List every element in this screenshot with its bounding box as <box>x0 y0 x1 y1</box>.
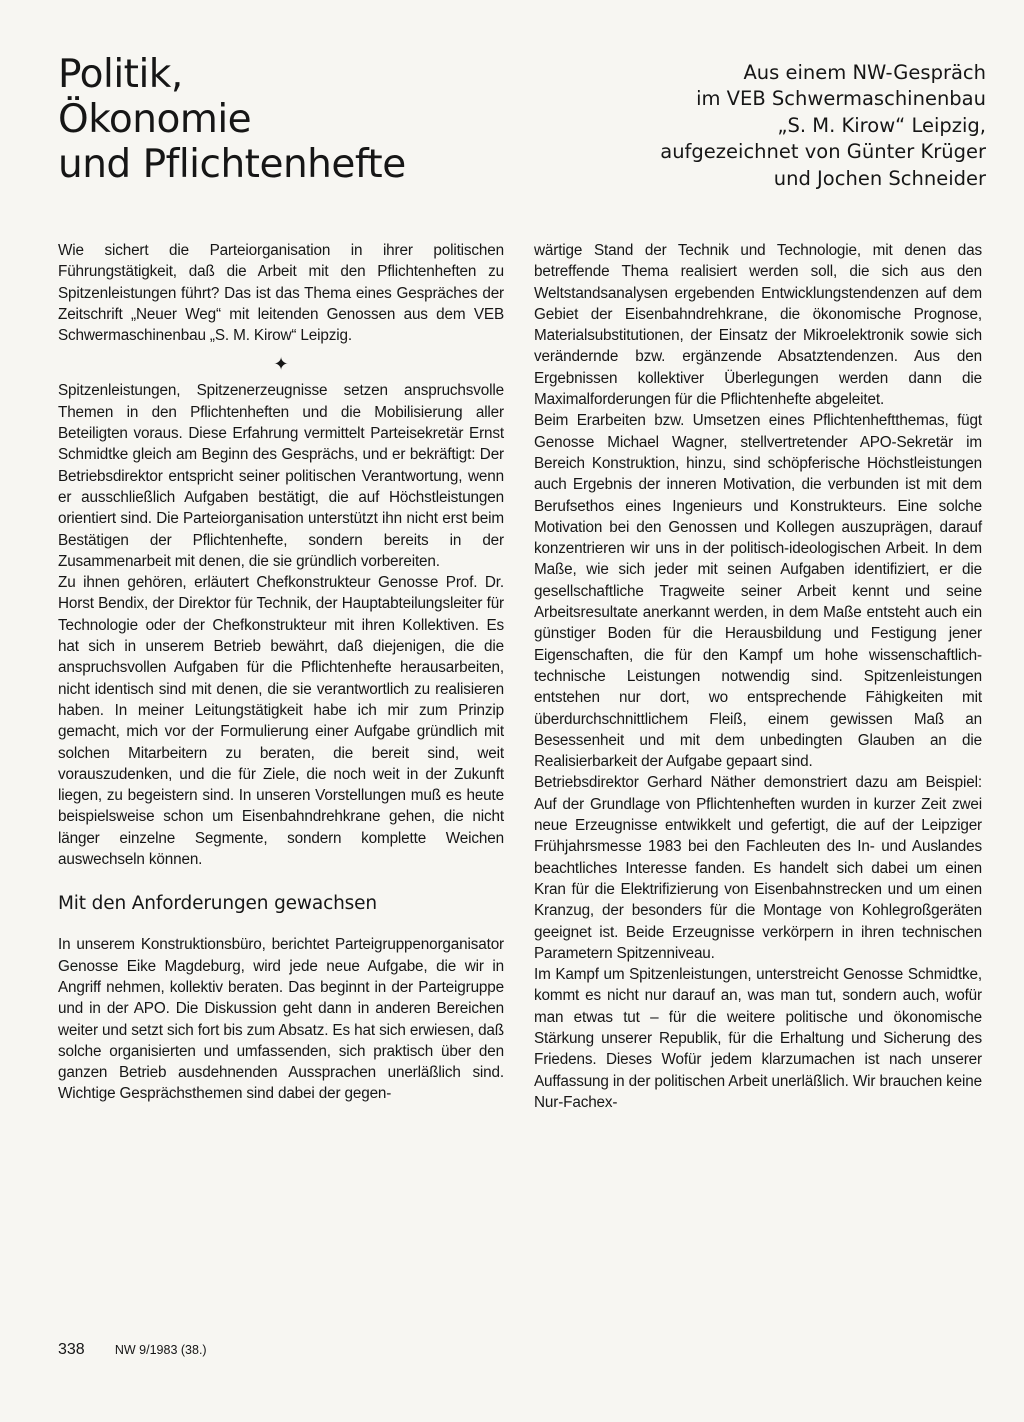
article-title <box>58 52 478 187</box>
right-paragraph-2: Beim Erarbeiten bzw. Umsetzen eines Pflichtenheftthemas, fügt Genosse Michael Wagner, stellvertretender APO-Sekretär im Bereich Konstruktion, hinzu, sind schöpferische Höchstleistungen auch Ergebnis der inneren Motivation, die verbunden ist mit dem Berufsethos eines Ingenieurs und Konstrukteurs. Eine solche Motivation bei den Genossen und Kollegen auszuprägen, darauf konzentrieren wir uns in der politisch-ideologischen Arbeit. In dem Maße, wie sich jeder mit seinen Aufgaben identifiziert, er die gesellschaftliche Tragweite seiner Arbeit kennt und seine Arbeitsresultate anerkannt werden, in dem Maße entsteht auch ein günstiger Boden für die Herausbildung und Festigung jener Eigenschaften, die für den Kampf um hohe wissenschaftlich-technische Leistungen notwendig sind. Spitzenleistungen entstehen nur dort, wo entsprechende Fähigkeiten mit überdurchschnittlichem Fleiß, einem gewissen Maß an Besessenheit und mit dem unbedingten Glauben an die Realisierbarkeit der Aufgabe gepaart sind. <box>534 412 982 771</box>
page-number: 338 <box>58 1341 85 1358</box>
right-column <box>534 240 982 1113</box>
right-paragraph-1: wärtige Stand der Technik und Technologie, mit denen das betreffende Thema realisiert werden soll, die sich aus den Weltstandsanalysen ergebenden Entwicklungstendenzen auf dem Gebiet der Eisenbahndrehkrane, die ökonomische Prognose, Materialsubstitutionen, der Einsatz der Mikroelektronik sowie sich verändernde bzw. ergänzende Absatztendenzen. Aus den Ergebnissen kollektiver Überlegungen werden dann die Maximalforderungen für die Pflichtenhefte abgeleitet. <box>534 242 982 409</box>
star-ornament-icon: ✦ <box>273 354 289 375</box>
subhead-line-2: im VEB Schwermaschinenbau <box>696 87 986 111</box>
subhead-line-1: Aus einem NW-Gespräch <box>743 61 986 84</box>
title-line-2: Ökonomie <box>58 97 252 142</box>
page-footer <box>58 1340 207 1360</box>
left-paragraph-3: In unserem Konstruktionsbüro, berichtet Parteigruppenorganisator Genosse Eike Magdeburg, wird jede neue Aufgabe, die wir in Angriff nehmen, kollektiv beraten. Das beginnt in der Parteigruppe und in der APO. Die Diskussion geht dann in anderen Bereichen weiter und setzt sich fort bis zum Absatz. Es hat sich erwiesen, daß solche organisierten und umfassenden, sich praktisch über den ganzen Betrieb ausdehnenden Aussprachen unerläßlich sind. Wichtige Gesprächsthemen sind dabei der gegen- <box>58 936 504 1103</box>
section-heading: Mit den Anforderungen gewachsen <box>58 893 377 915</box>
left-paragraph-2: Zu ihnen gehören, erläutert Chefkonstrukteur Genosse Prof. Dr. Horst Bendix, der Direktor für Technik, der Hauptabteilungsleiter für Technologie oder der Chefkonstrukteur mit ihren Kollektiven. Es hat sich in unserem Betrieb bewährt, daß diejenigen, die die anspruchsvollen Aufgaben für die Pflichtenhefte herausarbeiten, nicht identisch sind mit denen, die sie verantwortlich zu realisieren haben. In meiner Leitungstätigkeit habe ich mir zum Prinzip gemacht, mich vor der Formulierung einer Aufgabe gründlich mit solchen Mitarbeitern zu beraten, die bereit sind, weit vorauszudenken, und die für Ziele, die noch weit in der Zukunft liegen, zu begeistern sind. In unseren Vorstellungen muß es heute beispielsweise schon um Eisenbahndrehkrane gehen, die nicht länger einzelne Segmente, sondern komplette Weichen auswechseln können. <box>58 574 504 869</box>
issue-label: NW 9/1983 (38.) <box>114 1343 207 1357</box>
subhead-line-3: „S. M. Kirow“ Leipzig, <box>777 113 986 137</box>
left-paragraph-1: Spitzenleistungen, Spitzenerzeugnisse setzen anspruchsvolle Themen in den Pflichtenheften und die Mobilisierung aller Beteiligten voraus. Diese Erfahrung vermittelt Parteisekretär Ernst Schmidtke gleich am Beginn des Gesprächs, und er bekräftigt: Der Betriebsdirektor entspricht seiner politischen Verantwortung, wenn er ausschließlich Aufgaben bestätigt, die auf Höchstleistungen orientiert sind. Die Parteiorganisation unterstützt ihn nicht erst beim Bestätigen der Pflichtenhefte, sondern bereits in der Zusammenarbeit mit denen, die sie gründlich vorbereiten. <box>58 382 504 570</box>
article-subhead <box>526 60 986 192</box>
intro-paragraph: Wie sichert die Parteiorganisation in ihrer politischen Führungstätigkeit, daß die Arbeit mit den Pflichtenheften zu Spitzenleistungen führt? Das ist das Thema eines Gespräches der Zeitschrift „Neuer Weg“ mit leitenden Genossen aus dem VEB Schwermaschinenbau „S. M. Kirow“ Leipzig. <box>58 242 504 345</box>
right-paragraph-4: Im Kampf um Spitzenleistungen, unterstreicht Genosse Schmidtke, kommt es nicht nur darauf an, was man tut, sondern auch, wofür man etwas tut – für die weitere politische und ökonomische Stärkung unserer Republik, für die Erhaltung und Sicherung des Friedens. Dieses Wofür jedem klarzumachen ist nach unserer Auffassung in der politischen Arbeit unerläßlich. Wir brauchen keine Nur-Fachex- <box>534 966 982 1111</box>
title-line-3: und Pflichtenhefte <box>58 142 406 187</box>
right-paragraph-3: Betriebsdirektor Gerhard Näther demonstriert dazu am Beispiel: Auf der Grundlage von Pflichtenheften wurden in kurzer Zeit zwei neue Erzeugnisse entwikkelt und gefertigt, die auf der Leipziger Frühjahrsmesse 1983 bei den Fachleuten des In- und Auslandes beachtliches Interesse fanden. Es handelt sich dabei um einen Kran für die Elektrifizierung von Eisenbahnstrecken und um einen Kranzug, der besonders für die Montage von Kohlegroßgeräten geeignet ist. Beide Erzeugnisse verkörpern in ihren technischen Parametern Spitzenniveau. <box>534 774 982 962</box>
subhead-line-4: aufgezeichnet von Günter Krüger <box>660 140 986 164</box>
subhead-line-5: und Jochen Schneider <box>773 166 986 190</box>
left-column <box>58 240 504 1105</box>
title-line-1: Politik, <box>58 52 183 97</box>
